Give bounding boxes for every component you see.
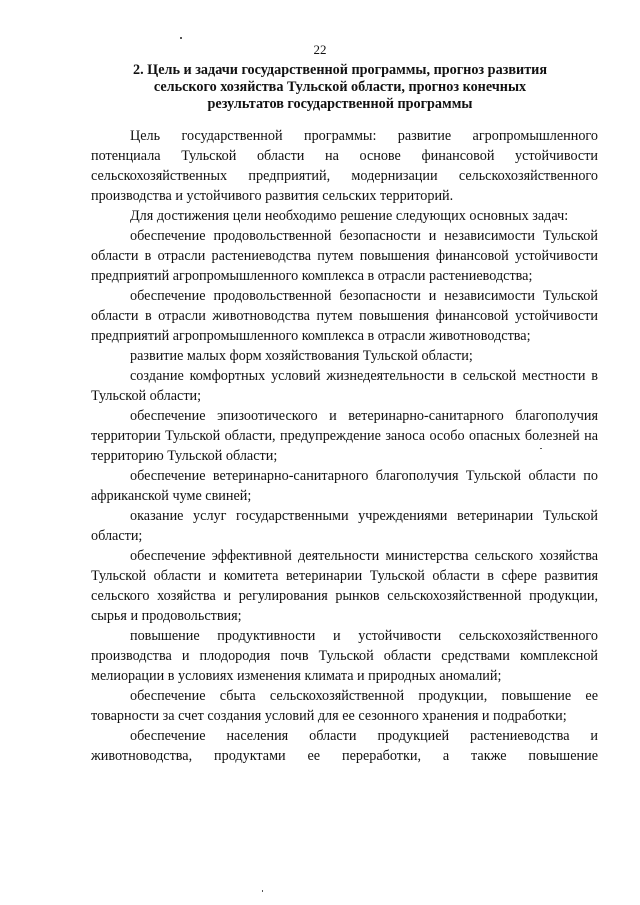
- paragraph-task-rural-living: создание комфортных условий жизнедеятельности в сельской местности в Тульской области;: [91, 368, 598, 404]
- section-heading-line-1: 2. Цель и задачи государственной программы, прогноз развития: [132, 62, 548, 78]
- body-text: [91, 126, 598, 766]
- paragraph-task-livestock: обеспечение продовольственной безопасности и независимости Тульской области в отрасли животноводства путем повышения финансовой устойчивости предприятий агропромышленного комплекса в отрасли животноводства;: [91, 288, 598, 344]
- section-heading: [120, 62, 560, 113]
- paragraph-task-ministry-activity: обеспечение эффективной деятельности министерства сельского хозяйства Тульской области и комитета ветеринарии Тульской области в сфере развития сельского хозяйства и регулирования рынков сельскохозяйственной продукции, сырья и продовольствия;: [91, 548, 598, 624]
- paragraph-task-epizootic: обеспечение эпизоотического и ветеринарно-санитарного благополучия территории Тульской области, предупреждение заноса особо опасных болезней на территорию Тульской области;: [91, 408, 598, 464]
- page-number: 22: [313, 42, 327, 57]
- paragraph-task-veterinary-services: оказание услуг государственными учреждениями ветеринарии Тульской области;: [91, 508, 598, 544]
- paragraph-goal: Цель государственной программы: развитие агропромышленного потенциала Тульской области на основе финансовой устойчивости сельскохозяйственных предприятий, модернизации сельскохозяйственного производства и устойчивого развития сельских территорий.: [91, 128, 598, 204]
- paragraph-task-population-supply: обеспечение населения области продукцией растениеводства и животноводства, продуктами ее переработки, а также повышение: [91, 728, 598, 764]
- section-heading-line-2: сельского хозяйства Тульской области, прогноз конечных: [153, 79, 527, 95]
- paragraph-task-small-farms: развитие малых форм хозяйствования Тульской области;: [130, 348, 473, 364]
- paragraph-task-crop-production: обеспечение продовольственной безопасности и независимости Тульской области в отрасли растениеводства путем повышения финансовой устойчивости предприятий агропромышленного комплекса в отрасли растениеводства;: [91, 228, 598, 284]
- paragraph-tasks-intro: Для достижения цели необходимо решение следующих основных задач:: [130, 208, 569, 224]
- paragraph-task-sales: обеспечение сбыта сельскохозяйственной продукции, повышение ее товарности за счет создания условий для ее сезонного хранения и подработки;: [91, 688, 598, 724]
- paragraph-task-land-reclamation: повышение продуктивности и устойчивости сельскохозяйственного производства и плодородия почв Тульской области средствами комплексной мелиорации в условиях изменения климата и природных аномалий;: [91, 628, 598, 684]
- paragraph-task-african-swine-fever: обеспечение ветеринарно-санитарного благополучия Тульской области по африканской чуме свиней;: [91, 468, 598, 504]
- section-heading-line-3: результатов государственной программы: [207, 96, 473, 112]
